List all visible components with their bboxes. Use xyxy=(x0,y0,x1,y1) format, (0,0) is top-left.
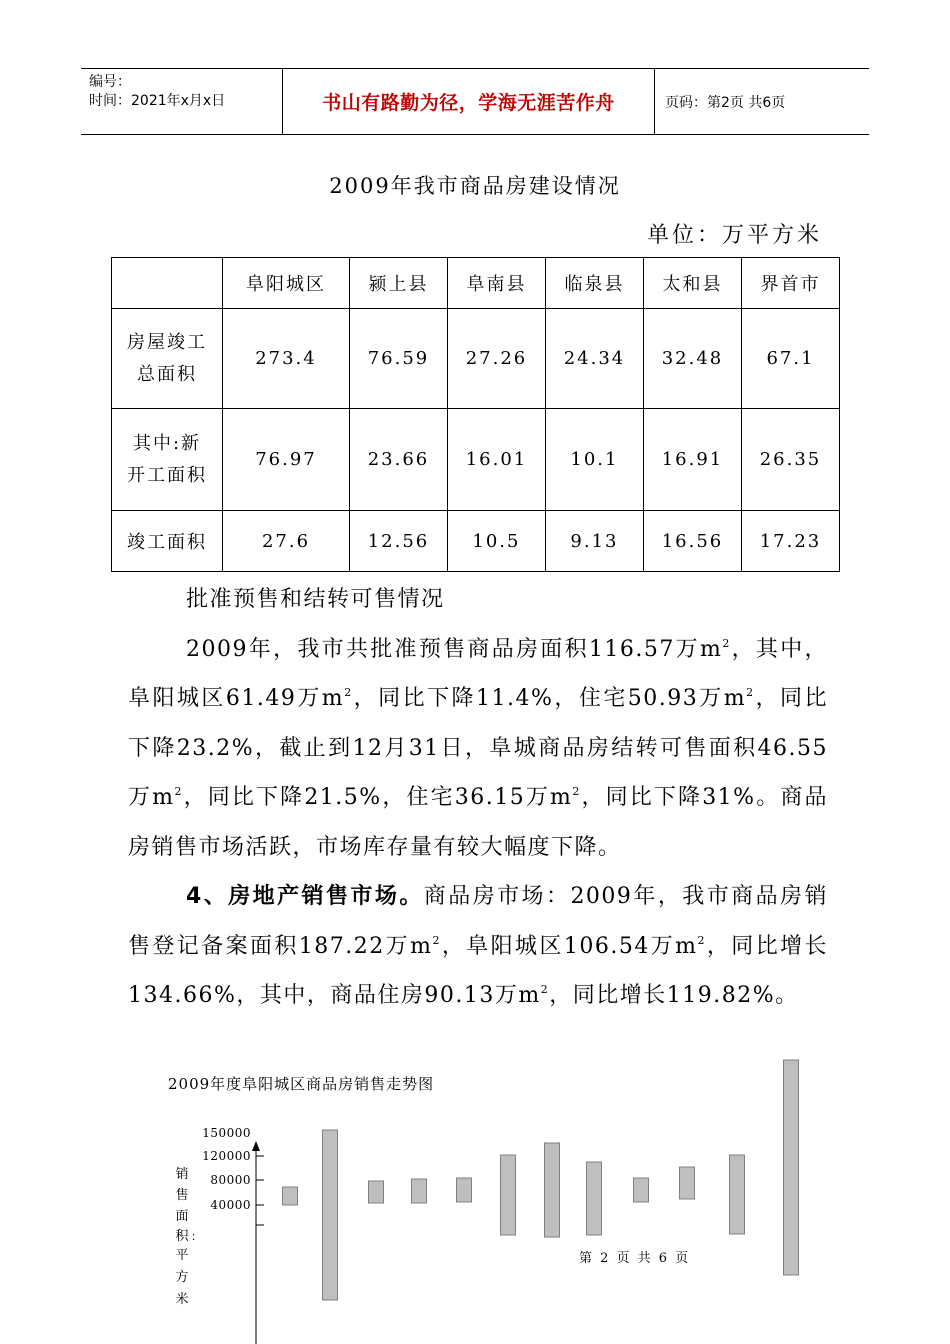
bar xyxy=(587,1162,602,1235)
table-cell: 9.13 xyxy=(545,511,643,572)
bar xyxy=(545,1143,560,1237)
text-run: 2009年，我市共批准预售商品房面积116.57万m xyxy=(186,636,723,662)
y-axis-label-char: 销 xyxy=(175,1167,189,1182)
unit-label: 单位：万平方米 xyxy=(646,223,822,248)
table-cell: 67.1 xyxy=(741,309,839,409)
y-axis-label-char: 米 xyxy=(175,1292,189,1307)
superscript: 2 xyxy=(722,636,731,650)
table-cell: 23.66 xyxy=(349,409,447,511)
y-tick-label: 80000 xyxy=(210,1173,251,1187)
table-header-cell: 界首市 xyxy=(741,258,839,309)
document-title: 2009年我市商品房建设情况 xyxy=(329,174,621,198)
text-run: ，同比增长134.66%，其中，商品住房90.13万m xyxy=(128,933,828,1008)
table-cell: 76.97 xyxy=(223,409,350,511)
section-heading: 批准预售和结转可售情况 xyxy=(186,587,445,612)
table-cell: 12.56 xyxy=(349,511,447,572)
code-label: 编号： xyxy=(89,74,131,90)
bar xyxy=(730,1155,745,1234)
y-axis-label-char: 售 xyxy=(175,1188,189,1203)
table-cell: 16.01 xyxy=(447,409,545,511)
y-tick-label: 150000 xyxy=(202,1126,251,1140)
row-label-line: 开工面积 xyxy=(127,464,207,486)
row-label-line: 总面积 xyxy=(137,363,197,385)
row-label-line: 房屋竣工 xyxy=(127,331,207,353)
y-axis-label-char: 方 xyxy=(175,1270,189,1285)
table-header-cell: 太和县 xyxy=(643,258,741,309)
bold-heading: 4、房地产销售市场。 xyxy=(186,884,424,909)
bar xyxy=(457,1178,472,1202)
table-cell: 273.4 xyxy=(223,309,350,409)
table-cell: 16.91 xyxy=(643,409,741,511)
bar xyxy=(283,1187,298,1205)
text-run: ，其中，阜阳城区61.49万m xyxy=(128,636,828,711)
superscript: 2 xyxy=(344,686,353,699)
header-page-info: 页码：第2页 共6页 xyxy=(665,94,786,111)
superscript: 2 xyxy=(432,933,441,947)
table-cell: 27.6 xyxy=(223,511,350,572)
y-axis-label-char: ： xyxy=(191,1230,202,1243)
table-cell: 10.5 xyxy=(447,511,545,572)
superscript: 2 xyxy=(174,785,183,798)
table-cell: 32.48 xyxy=(643,309,741,409)
bar xyxy=(784,1060,799,1275)
y-axis-label-char: 积 xyxy=(175,1229,189,1244)
text-run: ，同比下降31%。商品房销售市场活跃，市场库存量有较大幅度下降。 xyxy=(128,785,828,860)
table-cell: 10.1 xyxy=(545,409,643,511)
y-axis-arrow xyxy=(252,1141,260,1151)
table-header-cell: 颍上县 xyxy=(349,258,447,309)
table-cell: 76.59 xyxy=(349,309,447,409)
y-axis-label-char: 面 xyxy=(175,1209,189,1224)
table-cell: 16.56 xyxy=(643,511,741,572)
y-tick-label: 40000 xyxy=(210,1198,251,1212)
page-footer: 第 2 页 共 6 页 xyxy=(579,1251,691,1266)
table-cell: 17.23 xyxy=(741,511,839,572)
row-label-line: 其中:新 xyxy=(132,432,202,454)
superscript: 2 xyxy=(746,686,755,699)
table-header-cell: 临泉县 xyxy=(545,258,643,309)
bar xyxy=(369,1181,384,1203)
text-run: ，同比增长119.82%。 xyxy=(549,983,799,1008)
table-cell: 26.35 xyxy=(741,409,839,511)
bar xyxy=(680,1167,695,1199)
chart-title: 2009年度阜阳城区商品房销售走势图 xyxy=(168,1075,435,1093)
bar xyxy=(412,1179,427,1203)
table-cell: 24.34 xyxy=(545,309,643,409)
superscript: 2 xyxy=(572,785,581,798)
table-header-cell: 阜南县 xyxy=(447,258,545,309)
superscript: 2 xyxy=(697,933,706,947)
text-run: 商品房市场：2009年，我市商品房销售登记备案面积187.22万m xyxy=(128,884,828,959)
time-label: 时间：2021年x月x日 xyxy=(89,93,226,109)
bar xyxy=(634,1178,649,1202)
bar xyxy=(501,1155,516,1235)
y-axis-label-char: 平 xyxy=(175,1248,189,1263)
table-cell: 27.26 xyxy=(447,309,545,409)
text-run: ，阜阳城区106.54万m xyxy=(440,933,698,959)
header-motto: 书山有路勤为径，学海无涯苦作舟 xyxy=(283,69,655,134)
text-run: ，同比下降11.4%，住宅50.93万m xyxy=(352,686,747,711)
text-run: ，同比下降21.5%，住宅36.15万m xyxy=(183,785,573,810)
bar xyxy=(323,1130,338,1300)
y-tick-label: 120000 xyxy=(202,1149,251,1163)
table-header-cell: 阜阳城区 xyxy=(223,258,350,309)
row-label: 竣工面积 xyxy=(112,511,223,572)
superscript: 2 xyxy=(540,983,550,996)
text-run: ，同比下降23.2%，截止到12月31日，阜城商品房结转可售面积46.55万m xyxy=(128,686,829,810)
